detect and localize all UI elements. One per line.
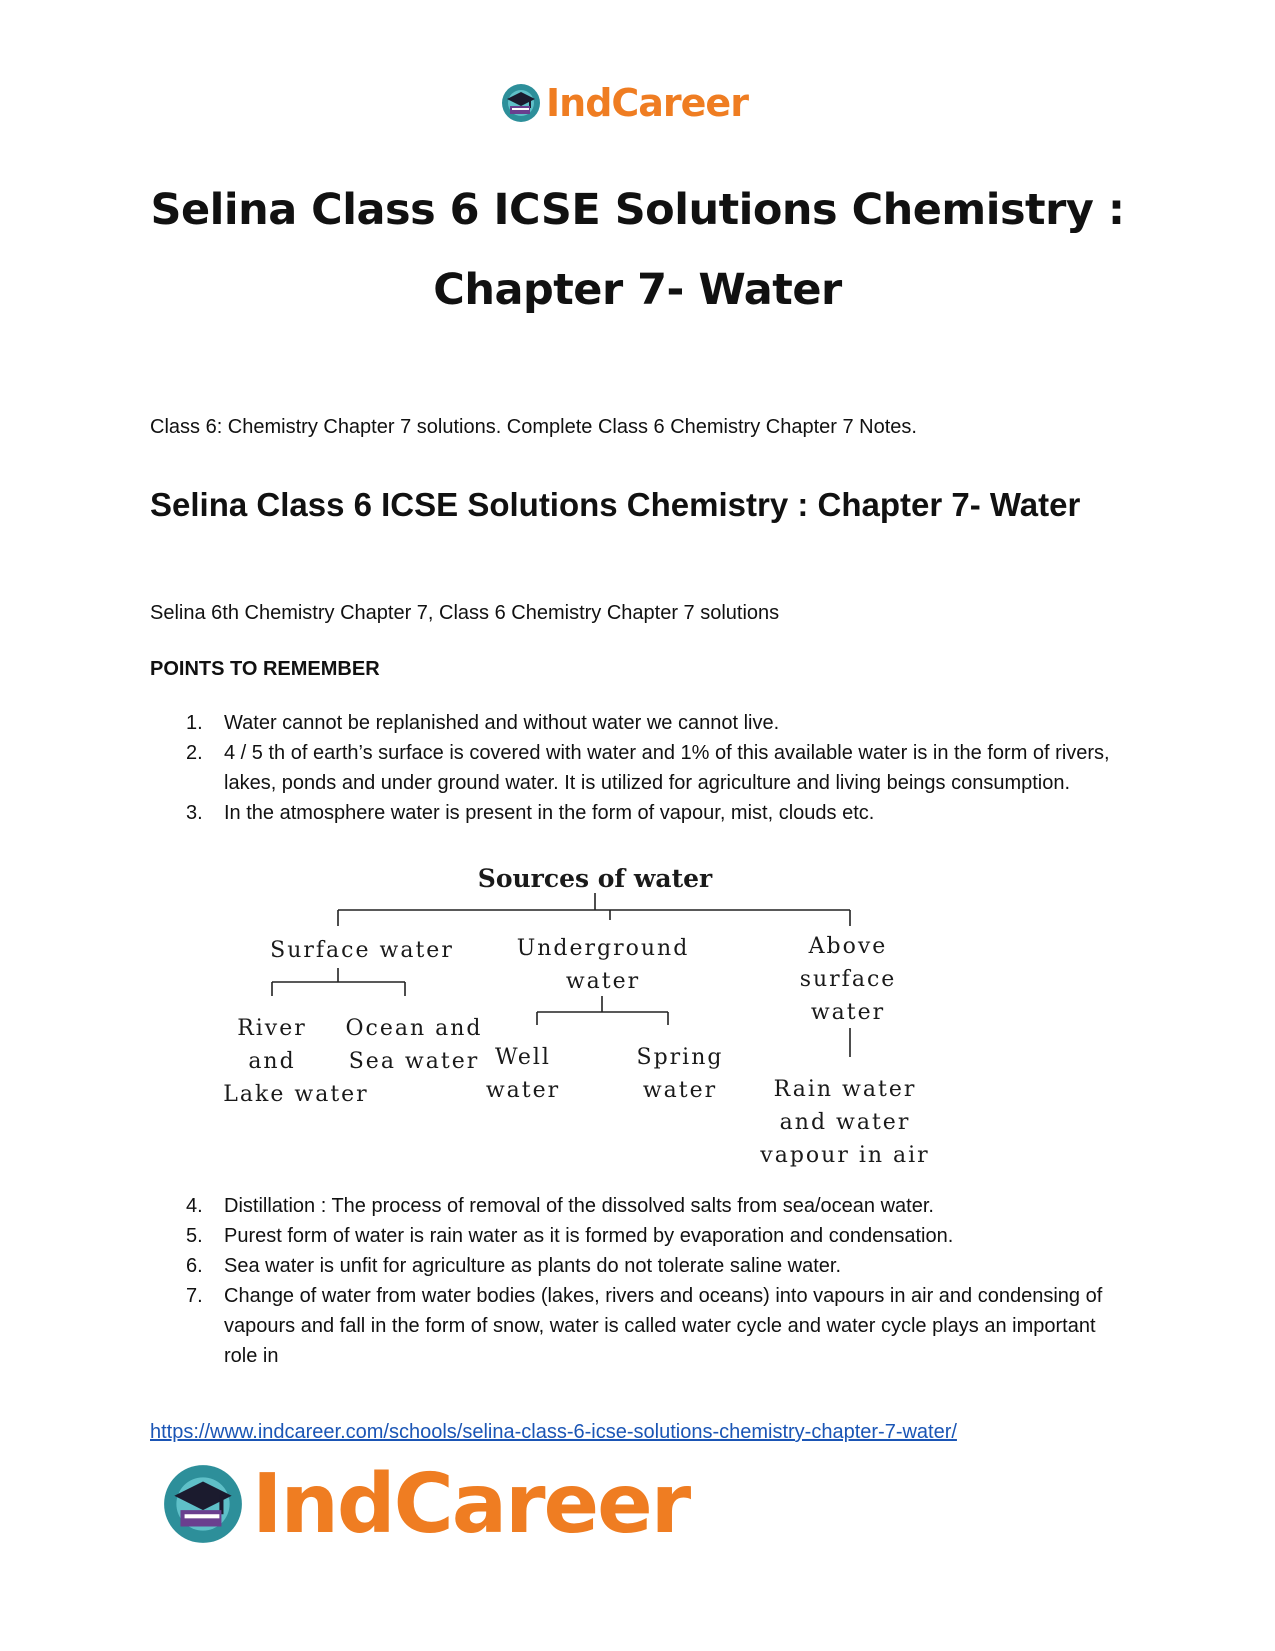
diagram-node-rain-line-2: and water bbox=[779, 1110, 911, 1135]
diagram-node-surface-water: Surface water bbox=[270, 938, 454, 963]
diagram-node-above-line-2: surface bbox=[799, 967, 897, 992]
list-item-text: Purest form of water is rain water as it is formed by evaporation and condensation. bbox=[224, 1225, 954, 1247]
diagram-root-label: Sources of water bbox=[477, 864, 713, 893]
list-item bbox=[186, 738, 1126, 798]
diagram-node-spring-line-1: Spring bbox=[636, 1045, 724, 1070]
diagram-node-rain-line-3: vapour in air bbox=[760, 1143, 930, 1168]
page-title-line-2: Chapter 7- Water bbox=[433, 265, 842, 315]
page-title bbox=[0, 170, 1275, 330]
diagram-node-river-line-1: River bbox=[237, 1016, 307, 1041]
list-item-text: Distillation : The process of removal of the dissolved salts from sea/ocean water. bbox=[224, 1195, 934, 1217]
list-item-number: 1. bbox=[186, 712, 203, 734]
diagram-node-underground-line-2: water bbox=[565, 969, 641, 994]
list-item-text: In the atmosphere water is present in the form of vapour, mist, clouds etc. bbox=[224, 802, 875, 824]
sources-of-water-diagram bbox=[210, 860, 950, 1190]
section-subheading: Selina 6th Chemistry Chapter 7, Class 6 Chemistry Chapter 7 solutions bbox=[150, 602, 780, 624]
list-item-number: 6. bbox=[186, 1255, 203, 1277]
diagram-node-above-line-1: Above bbox=[808, 934, 888, 959]
header-logo bbox=[500, 78, 748, 128]
page-title-line-1: Selina Class 6 ICSE Solutions Chemistry : bbox=[150, 185, 1125, 235]
footer-logo bbox=[160, 1454, 689, 1554]
list-item bbox=[186, 708, 1126, 738]
diagram-node-above-line-3: water bbox=[810, 1000, 886, 1025]
points-title: POINTS TO REMEMBER bbox=[150, 658, 380, 680]
list-item-number: 3. bbox=[186, 802, 203, 824]
intro-text: Class 6: Chemistry Chapter 7 solutions. Complete Class 6 Chemistry Chapter 7 Notes. bbox=[150, 416, 917, 438]
diagram-node-ocean-line-2: Sea water bbox=[348, 1049, 480, 1074]
list-item-text: Change of water from water bodies (lakes, rivers and oceans) into vapours in air and condensing of vapours and fall in the form of snow, water is called water cycle and water cycle plays an important role in bbox=[224, 1285, 1103, 1367]
list-item-text: Sea water is unfit for agriculture as plants do not tolerate saline water. bbox=[224, 1255, 842, 1277]
list-item bbox=[186, 1221, 1126, 1251]
points-list-second bbox=[186, 1191, 1126, 1371]
points-list-first bbox=[186, 708, 1126, 828]
graduation-cap-book-icon bbox=[160, 1461, 246, 1547]
list-item bbox=[186, 1281, 1126, 1371]
source-url-link[interactable]: https://www.indcareer.com/schools/selina-class-6-icse-solutions-chemistry-chapter-7-water/ bbox=[150, 1421, 957, 1443]
list-item bbox=[186, 1191, 1126, 1221]
list-item-text: Water cannot be replanished and without water we cannot live. bbox=[224, 712, 780, 734]
diagram-node-ocean-line-1: Ocean and bbox=[345, 1016, 483, 1041]
diagram-node-well-line-1: Well bbox=[495, 1045, 551, 1070]
list-item-text: 4 / 5 th of earth’s surface is covered with water and 1% of this available water is in the form of rivers, lakes, ponds and under ground water. It is utilized for agriculture and living beings consumption. bbox=[224, 742, 1110, 794]
diagram-node-well-line-2: water bbox=[485, 1078, 561, 1103]
diagram-node-river-line-3: Lake water bbox=[223, 1082, 369, 1107]
list-item-number: 2. bbox=[186, 742, 203, 764]
list-item-number: 5. bbox=[186, 1225, 203, 1247]
list-item bbox=[186, 798, 1126, 828]
graduation-cap-book-icon bbox=[500, 82, 542, 124]
list-item-number: 7. bbox=[186, 1285, 203, 1307]
section-heading: Selina Class 6 ICSE Solutions Chemistry : Chapter 7- Water bbox=[150, 486, 1081, 523]
logo-wordmark: IndCareer bbox=[252, 1456, 690, 1552]
diagram-node-river-line-2: and bbox=[248, 1049, 296, 1074]
logo-wordmark: IndCareer bbox=[546, 81, 748, 125]
diagram-node-underground-line-1: Underground bbox=[516, 936, 690, 961]
diagram-node-rain-line-1: Rain water bbox=[773, 1077, 917, 1102]
list-item-number: 4. bbox=[186, 1195, 203, 1217]
list-item bbox=[186, 1251, 1126, 1281]
diagram-node-spring-line-2: water bbox=[642, 1078, 718, 1103]
